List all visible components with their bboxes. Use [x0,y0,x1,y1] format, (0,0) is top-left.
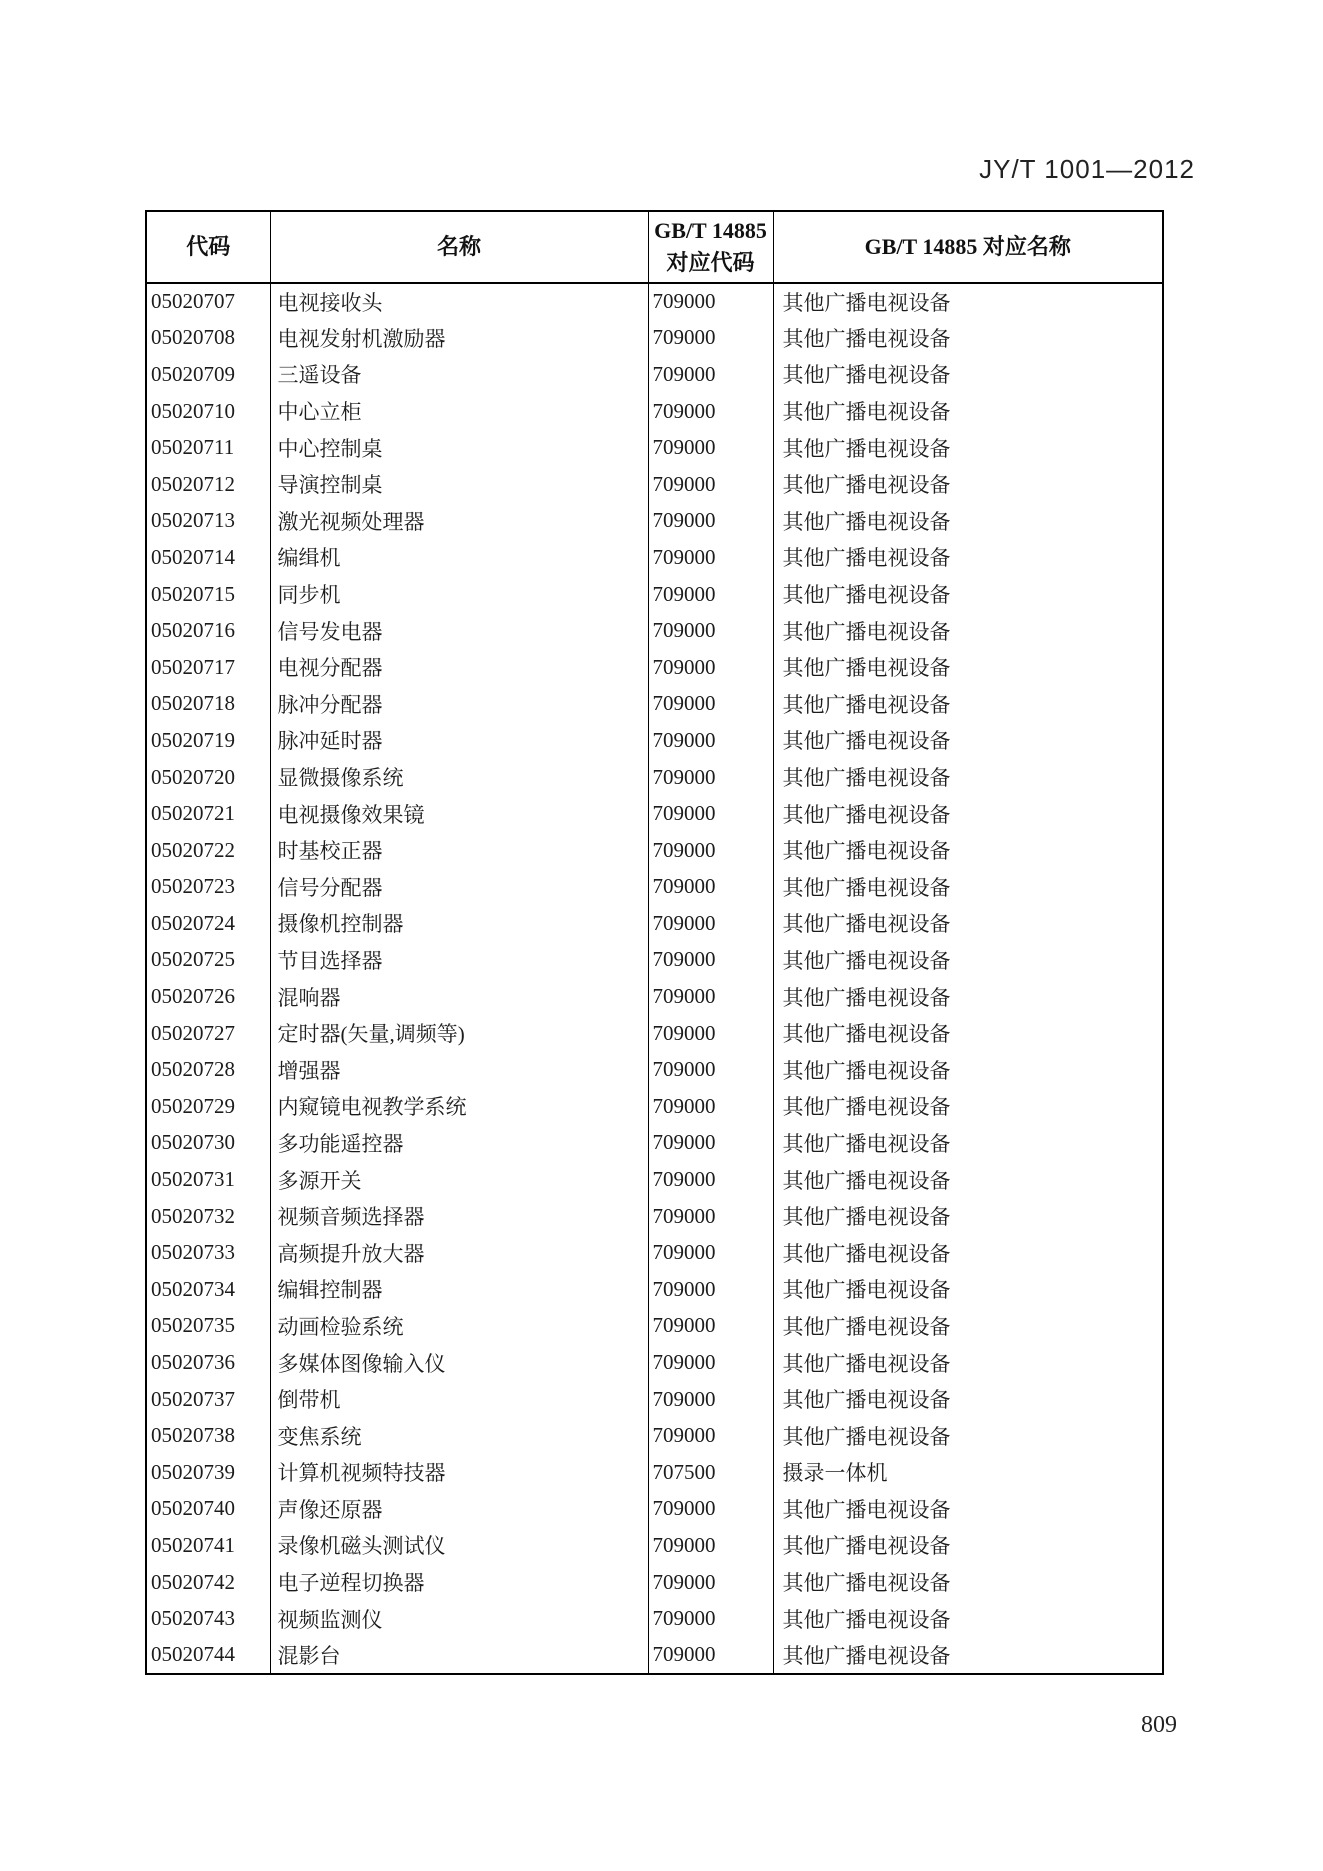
cell-gb-name: 其他广播电视设备 [782,1643,951,1668]
cell-gb-name: 其他广播电视设备 [782,619,951,644]
cell-gb-name: 其他广播电视设备 [782,1095,951,1120]
cell-gb-code: 709000 [648,686,773,723]
cell-name: 中心立柜 [270,393,648,430]
cell-gb-code: 709000 [648,539,773,576]
cell-gb-code: 709000 [648,1381,773,1418]
cell-gb-name: 其他广播电视设备 [782,1314,951,1339]
cell-code: 05020720 [146,759,270,796]
cell-gb-name: 其他广播电视设备 [782,729,951,754]
cell-gb-name: 其他广播电视设备 [782,1424,951,1449]
table-row [146,320,1163,357]
cell-gb-code: 709000 [648,1564,773,1601]
cell-gb-code: 709000 [648,503,773,540]
cell-name: 视频监测仪 [270,1600,648,1637]
cell-gb-name: 其他广播电视设备 [782,912,951,937]
header-gb-name: GB/T 14885 对应名称 [773,211,1163,283]
cell-name: 计算机视频特技器 [270,1454,648,1491]
cell-gb-code: 709000 [648,905,773,942]
table-row [146,1015,1163,1052]
table-row [146,1491,1163,1528]
table-row [146,869,1163,906]
cell-gb-name: 其他广播电视设备 [782,875,951,900]
cell-code: 05020710 [146,393,270,430]
cell-gb-code: 709000 [648,832,773,869]
cell-gb-name: 其他广播电视设备 [782,985,951,1010]
standard-number-header: JY/T 1001—2012 [979,154,1195,184]
table-row [146,539,1163,576]
cell-name: 电视发射机激励器 [270,320,648,357]
cell-gb-name: 其他广播电视设备 [782,1534,951,1559]
cell-gb-code: 709000 [648,1051,773,1088]
cell-gb-name: 其他广播电视设备 [782,436,951,461]
cell-name: 增强器 [270,1051,648,1088]
cell-name: 变焦系统 [270,1417,648,1454]
cell-name: 录像机磁头测试仪 [270,1527,648,1564]
table-row [146,503,1163,540]
cell-gb-name: 其他广播电视设备 [782,948,951,973]
cell-name: 内窥镜电视教学系统 [270,1088,648,1125]
cell-gb-code: 709000 [648,1344,773,1381]
cell-code: 05020719 [146,722,270,759]
cell-name: 信号分配器 [270,869,648,906]
table-row [146,466,1163,503]
cell-code: 05020714 [146,539,270,576]
cell-code: 05020738 [146,1417,270,1454]
table-row [146,1600,1163,1637]
cell-name: 多功能遥控器 [270,1125,648,1162]
cell-gb-name: 其他广播电视设备 [782,1351,951,1376]
cell-gb-code: 709000 [648,869,773,906]
cell-gb-name: 其他广播电视设备 [782,509,951,534]
cell-code: 05020709 [146,356,270,393]
table-row [146,1161,1163,1198]
table-row [146,1381,1163,1418]
cell-name: 摄像机控制器 [270,905,648,942]
table-row [146,795,1163,832]
cell-code: 05020716 [146,612,270,649]
cell-code: 05020733 [146,1234,270,1271]
cell-name: 倒带机 [270,1381,648,1418]
table-row [146,1271,1163,1308]
cell-gb-code: 709000 [648,1271,773,1308]
cell-gb-name: 其他广播电视设备 [782,692,951,717]
table-header [146,211,1163,283]
cell-name: 信号发电器 [270,612,648,649]
table-row [146,1344,1163,1381]
cell-code: 05020718 [146,686,270,723]
table-row [146,649,1163,686]
table-row [146,1454,1163,1491]
cell-gb-code: 709000 [648,1088,773,1125]
cell-code: 05020740 [146,1491,270,1528]
table-row [146,612,1163,649]
cell-gb-code: 709000 [648,1198,773,1235]
cell-name: 中心控制桌 [270,429,648,466]
header-gb-code [648,211,773,283]
cell-name: 节目选择器 [270,942,648,979]
cell-gb-name: 其他广播电视设备 [782,363,951,388]
cell-gb-name: 其他广播电视设备 [782,1241,951,1266]
cell-gb-name: 其他广播电视设备 [782,1497,951,1522]
cell-code: 05020708 [146,320,270,357]
cell-code: 05020725 [146,942,270,979]
cell-gb-code: 709000 [648,576,773,613]
cell-gb-code: 709000 [648,1015,773,1052]
table-row [146,1125,1163,1162]
table-row [146,832,1163,869]
cell-gb-code: 707500 [648,1454,773,1491]
cell-code: 05020728 [146,1051,270,1088]
table-row [146,1417,1163,1454]
table-row [146,576,1163,613]
cell-name: 同步机 [270,576,648,613]
cell-gb-name: 其他广播电视设备 [782,1058,951,1083]
cell-gb-name: 其他广播电视设备 [782,1278,951,1303]
table-row [146,759,1163,796]
cell-code: 05020724 [146,905,270,942]
cell-gb-code: 709000 [648,1125,773,1162]
cell-name: 电视摄像效果镜 [270,795,648,832]
table-row [146,1088,1163,1125]
cell-name: 电子逆程切换器 [270,1564,648,1601]
cell-name: 导演控制桌 [270,466,648,503]
header-gb-code-line2: 对应代码 [666,250,755,275]
table-row [146,978,1163,1015]
cell-gb-code: 709000 [648,356,773,393]
table-header-row [146,211,1163,283]
cell-gb-name: 其他广播电视设备 [782,326,951,351]
table-row [146,942,1163,979]
cell-code: 05020722 [146,832,270,869]
cell-gb-name: 其他广播电视设备 [782,473,951,498]
cell-gb-name: 其他广播电视设备 [782,546,951,571]
cell-gb-name: 其他广播电视设备 [782,656,951,681]
cell-code: 05020721 [146,795,270,832]
cell-gb-code: 709000 [648,759,773,796]
cell-gb-name: 其他广播电视设备 [782,766,951,791]
table-row [146,1308,1163,1345]
cell-code: 05020739 [146,1454,270,1491]
cell-code: 05020726 [146,978,270,1015]
cell-name: 视频音频选择器 [270,1198,648,1235]
table-row [146,1198,1163,1235]
cell-gb-code: 709000 [648,649,773,686]
cell-gb-code: 709000 [648,466,773,503]
cell-gb-name: 其他广播电视设备 [782,1205,951,1230]
cell-name: 混影台 [270,1637,648,1674]
cell-name: 动画检验系统 [270,1308,648,1345]
table-row [146,283,1163,320]
table-row [146,686,1163,723]
cell-code: 05020727 [146,1015,270,1052]
cell-gb-code: 709000 [648,320,773,357]
table-row [146,905,1163,942]
cell-gb-code: 709000 [648,722,773,759]
cell-gb-name: 其他广播电视设备 [782,1168,951,1193]
cell-gb-name: 其他广播电视设备 [782,1131,951,1156]
cell-gb-name: 摄录一体机 [782,1461,888,1486]
header-code: 代码 [146,211,270,283]
cell-name: 混响器 [270,978,648,1015]
cell-code: 05020736 [146,1344,270,1381]
cell-code: 05020734 [146,1271,270,1308]
cell-gb-code: 709000 [648,393,773,430]
cell-gb-name: 其他广播电视设备 [782,290,951,315]
cell-code: 05020713 [146,503,270,540]
table-row [146,1527,1163,1564]
cell-code: 05020729 [146,1088,270,1125]
table-row [146,356,1163,393]
cell-code: 05020737 [146,1381,270,1418]
cell-gb-code: 709000 [648,1491,773,1528]
cell-name: 三遥设备 [270,356,648,393]
cell-code: 05020732 [146,1198,270,1235]
cell-name: 定时器(矢量,调频等) [270,1015,648,1052]
cell-gb-code: 709000 [648,429,773,466]
table-row [146,429,1163,466]
cell-gb-name: 其他广播电视设备 [782,802,951,827]
cell-gb-code: 709000 [648,1637,773,1674]
cell-gb-name: 其他广播电视设备 [782,1388,951,1413]
table-row [146,393,1163,430]
cell-gb-name: 其他广播电视设备 [782,1022,951,1047]
table-body [146,283,1163,1674]
cell-gb-code: 709000 [648,1308,773,1345]
cell-code: 05020735 [146,1308,270,1345]
cell-gb-code: 709000 [648,1417,773,1454]
cell-gb-name: 其他广播电视设备 [782,1571,951,1596]
cell-gb-name: 其他广播电视设备 [782,583,951,608]
cell-code: 05020731 [146,1161,270,1198]
cell-gb-code: 709000 [648,1527,773,1564]
table-row [146,1051,1163,1088]
cell-name: 声像还原器 [270,1491,648,1528]
cell-name: 电视接收头 [270,283,648,320]
cell-code: 05020715 [146,576,270,613]
cell-code: 05020712 [146,466,270,503]
header-gb-code-line1: GB/T 14885 [654,218,767,244]
table-row [146,1234,1163,1271]
cell-gb-name: 其他广播电视设备 [782,1607,951,1632]
cell-name: 电视分配器 [270,649,648,686]
cell-gb-code: 709000 [648,1600,773,1637]
table-row [146,1564,1163,1601]
code-mapping-table [145,210,1164,1675]
cell-gb-name: 其他广播电视设备 [782,400,951,425]
cell-name: 高频提升放大器 [270,1234,648,1271]
cell-gb-code: 709000 [648,1234,773,1271]
cell-name: 脉冲分配器 [270,686,648,723]
cell-gb-code: 709000 [648,1161,773,1198]
cell-gb-code: 709000 [648,795,773,832]
cell-code: 05020741 [146,1527,270,1564]
cell-gb-code: 709000 [648,283,773,320]
cell-name: 编辑控制器 [270,1271,648,1308]
header-name: 名称 [270,211,648,283]
cell-gb-name: 其他广播电视设备 [782,839,951,864]
cell-code: 05020717 [146,649,270,686]
cell-name: 显微摄像系统 [270,759,648,796]
cell-gb-code: 709000 [648,942,773,979]
cell-gb-code: 709000 [648,612,773,649]
cell-name: 多媒体图像输入仪 [270,1344,648,1381]
cell-gb-code: 709000 [648,978,773,1015]
cell-code: 05020742 [146,1564,270,1601]
cell-name: 编缉机 [270,539,648,576]
cell-code: 05020743 [146,1600,270,1637]
cell-code: 05020707 [146,283,270,320]
page-number: 809 [1141,1712,1177,1738]
cell-code: 05020723 [146,869,270,906]
cell-name: 多源开关 [270,1161,648,1198]
cell-code: 05020730 [146,1125,270,1162]
cell-name: 激光视频处理器 [270,503,648,540]
cell-code: 05020744 [146,1637,270,1674]
cell-code: 05020711 [146,429,270,466]
cell-name: 时基校正器 [270,832,648,869]
cell-name: 脉冲延时器 [270,722,648,759]
table-row [146,1637,1163,1674]
table-row [146,722,1163,759]
